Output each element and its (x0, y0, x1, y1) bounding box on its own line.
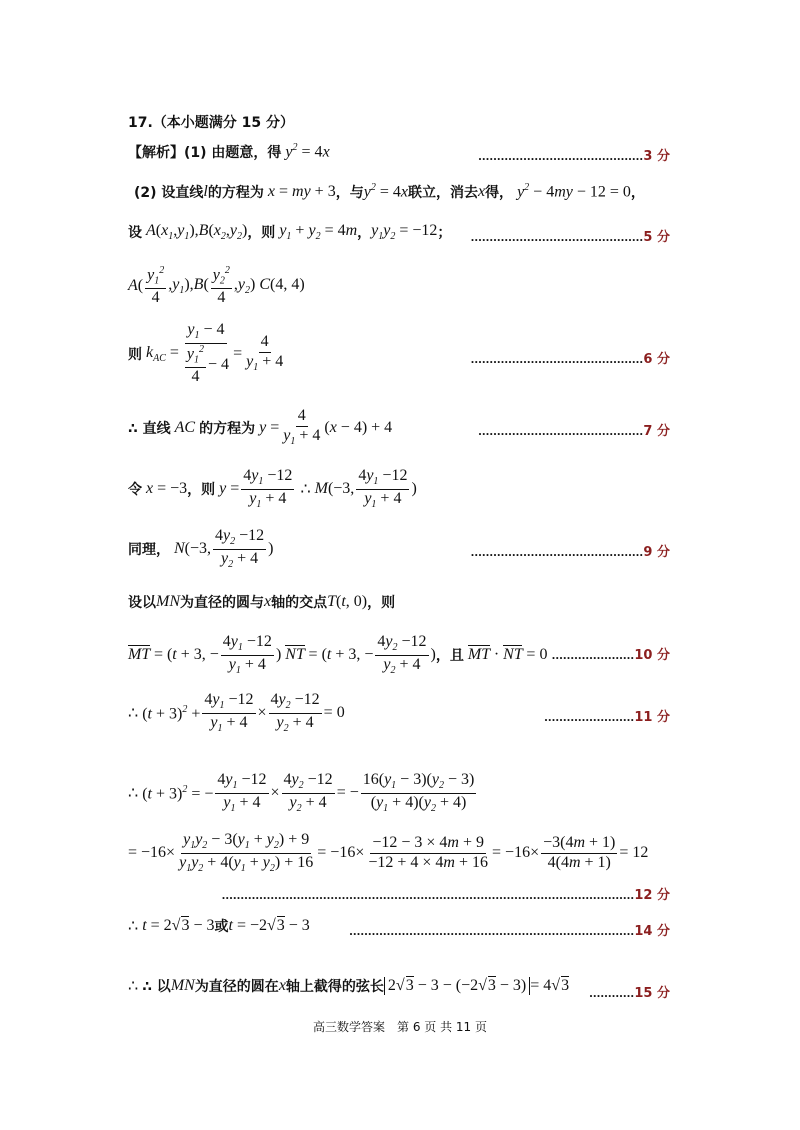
score-3: ............................................3 分 (478, 148, 670, 164)
solution-circle: 设以 MN 为直径的圆与 x 轴的交点 T(t, 0) ，则 (128, 593, 396, 611)
score-11: ........................11 分 (544, 709, 670, 725)
analysis-tag: 【解析】 (128, 145, 184, 161)
score-15: ............15 分 (589, 985, 670, 1001)
solution-point-n: 同理， N(−3, $\frac{4y_2 -12}{y_2 + 4}$ ) (128, 527, 274, 570)
score-5: ..............................................5 分 (470, 229, 670, 245)
solution-line-ac: ∴ 直线 AC 的方程为 y = $\frac{4}{y_1 + 4}$ (x − 4) + 4 (128, 407, 393, 447)
solution-chord: ∴ ∴ 以 MN 为直径的圆在 x 轴上截得的弦长 2√3 − 3 − (−2√3 − 3) = 4√3 (128, 977, 570, 995)
solution-t-values: ∴ t = 2√3 − 3 或 t = −2√3 − 3 (128, 917, 310, 935)
score-10: ......................10 分 (551, 647, 670, 663)
solution-dot-product: ∴ $(t + 3)^2$ + $\frac{4y_1 -12}{y_1 + 4}$ × $\frac{4y_2 -12}{y_2 + 4}$ = 0 (128, 691, 345, 734)
score-9: ..............................................9 分 (470, 544, 670, 560)
score-14: ............................................................................14 分 (349, 923, 670, 939)
score-7: ............................................7 分 (478, 423, 670, 439)
problem-header: 17.（本小题满分 15 分） (128, 115, 295, 131)
solution-part1: 【解析】 (1) 由题意，得 $y^2 = 4x$ (128, 142, 330, 161)
solution-slope: 则 $k_{AC}$ = $y_1 - 4$ $\frac{y_1^2}{4}$ − 4 = $\frac{4}{y_1 + 4}$ (128, 321, 284, 385)
solution-point-m: 令 x = −3 ，则 y = $\frac{4y_1 -12}{y_1 + 4}$ ∴ M(−3, $\frac{4y_1 -12}{y_1 + 4}$ ) (128, 467, 417, 510)
score-6: ..............................................6 分 (470, 351, 670, 367)
score-12: ..............................................................................................................12 分 (221, 887, 670, 903)
solution-coords: A( $\frac{y_1^2}{4}$ $,y_1),B$( $\frac{y_2^2}{4}$ $,y_2$) C(4, 4) (128, 265, 305, 307)
page-footer: 高三数学答案 第 6 页 共 11 页 (313, 1020, 487, 1034)
solution-vectors: MT = (t + 3, − $\frac{4y_1 -12}{y_1 + 4}$ ) NT = (t + 3, − $\frac{4y_2 -12}{y_2 + 4}$ ) ，且 MT · NT = 0 (128, 633, 548, 676)
solution-expand: ∴ $(t + 3)^2$ = − $\frac{4y_1 -12}{y_1 + 4}$ × $\frac{4y_2 -12}{y_2 + 4}$ = − $\frac{16(y_1 - 3)(y_2 - 3)}{(y_1 + 4)(y_2 + 4)}$ (128, 771, 475, 814)
solution-compute: = −16× $\frac{y_1y_2 - 3(y_1 + y_2) + 9}{y_1y_2 + 4(y_1 + y_2) + 16}$ = −16× $\frac{-12 - 3 \times 4m + 9}{-12 + 4 \times 4m + 16}$ = −16× $\frac{-3(4m + 1)}{4(4m + 1)}$ = 12 (128, 831, 649, 874)
solution-points: 设 $A(x_1,y_1),B(x_2,y_2)$ ，则 $y_1 + y_2 = 4m$ ， $y_1y_2 = -12$ ； (128, 222, 452, 243)
solution-part2: (2) 设直线 l 的方程为 x = my + 3 ，与 $y^2 = 4x$ 联立，消去 x 得， $y^2 - 4my - 12 = 0$ ， (134, 182, 645, 201)
